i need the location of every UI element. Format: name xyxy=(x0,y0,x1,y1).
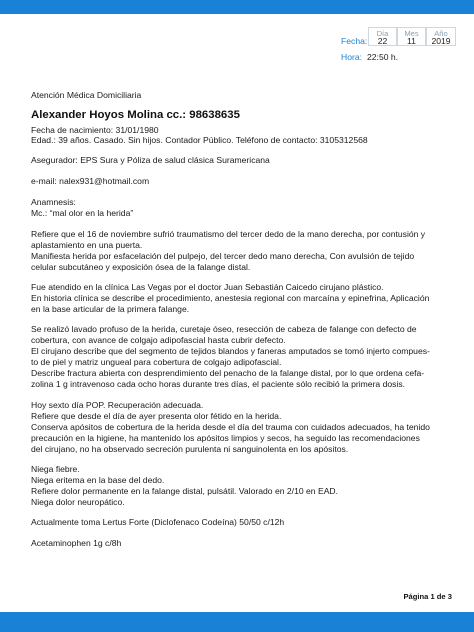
text-line: zolina 1 g intravenoso cada ocho horas durante tres días, el paciente sólo recibió la primera dosis. xyxy=(31,379,406,389)
text-line: En historia clínica se describe el procedimiento, anestesia regional con marcaína y epinefrina, Aplicación xyxy=(31,293,430,303)
page-number: Página 1 de 3 xyxy=(403,592,452,601)
text-line: aplastamiento en una puerta. xyxy=(31,240,143,250)
text-line: Anamnesis: xyxy=(31,197,76,207)
year-box xyxy=(426,27,456,46)
day-header: Día xyxy=(376,29,389,38)
text-line: celular subcutáneo y exposición ósea de la falange distal. xyxy=(31,262,251,272)
text-line: to de piel y matriz ungueal para cobertura de colgajo adipofascial. xyxy=(31,357,282,367)
text-line: cobertura, con avance de colgajo adipofascial hasta cubrir defecto. xyxy=(31,335,286,345)
text-line: Refiere dolor permanente en la falange distal, pulsátil. Valorado en 2/10 en EAD. xyxy=(31,486,339,496)
text-line: Refiere que el 16 de noviembre sufrió traumatismo del tercer dedo de la mano derecha, por contusión y xyxy=(31,229,426,239)
text-line: Niega dolor neuropático. xyxy=(31,497,125,507)
text-line: Actualmente toma Lertus Forte (Diclofenaco Codeína) 50/50 c/12h xyxy=(31,517,285,527)
month-value: 11 xyxy=(407,36,416,46)
text-line: Niega fiebre. xyxy=(31,464,80,474)
day-box xyxy=(368,27,397,46)
year-value: 2019 xyxy=(431,36,451,46)
fecha-label: Fecha: xyxy=(341,36,368,46)
text-line: El cirujano describe que del segmento de tejidos blandos y faneras amputados se tomó injerto compues- xyxy=(31,346,430,356)
text-line: Acetaminophen 1g c/8h xyxy=(31,538,122,548)
text-line: e-mail: nalex931@hotmail.com xyxy=(31,176,150,186)
year-header: Año xyxy=(434,29,448,38)
top-accent-bar xyxy=(0,0,474,14)
bottom-accent-bar xyxy=(0,612,474,632)
text-line: Edad.: 39 años. Casado. Sin hijos. Contador Público. Teléfono de contacto: 3105312568 xyxy=(31,135,368,145)
month-box xyxy=(397,27,426,46)
month-header: Mes xyxy=(404,29,419,38)
text-line: Describe fractura abierta con desprendimiento del penacho de la falange distal, por lo que ordena cefa- xyxy=(31,368,425,378)
patient-name: Alexander Hoyos Molina cc.: 98638635 xyxy=(31,109,240,121)
text-line: Asegurador: EPS Sura y Póliza de salud clásica Suramericana xyxy=(31,155,270,165)
text-line: en la base articular de la primera falange. xyxy=(31,304,190,314)
service-title: Atención Médica Domiciliaria xyxy=(31,90,142,100)
text-line: Refiere que desde el día de ayer presenta olor fétido en la herida. xyxy=(31,411,282,421)
text-line: Mc.: “mal olor en la herida” xyxy=(31,208,134,218)
text-line: Hoy sexto día POP. Recuperación adecuada. xyxy=(31,400,204,410)
text-line: del cirujano, no ha observado secreción purulenta ni sanguinolenta en los apósitos. xyxy=(31,444,349,454)
text-line: Conserva apósitos de cobertura de la herida desde el día del trauma con cuidados adecuados, ha tenido xyxy=(31,422,430,432)
text-line: Fecha de nacimiento: 31/01/1980 xyxy=(31,125,159,135)
day-value: 22 xyxy=(377,36,388,46)
text-line: Fue atendido en la clínica Las Vegas por el doctor Juan Sebastián Caicedo cirujano plástico. xyxy=(31,282,384,292)
text-line: Manifiesta herida por esfacelación del pulpejo, del tercer dedo mano derecha, Con avulsión de tejido xyxy=(31,251,415,261)
hora-label: Hora: xyxy=(341,52,363,62)
hora-value: 22:50 h. xyxy=(367,52,399,62)
text-line: Niega eritema en la base del dedo. xyxy=(31,475,165,485)
text-line: precaución en la higiene, ha mantenido los apósitos limpios y secos, ha seguido las recomendaciones xyxy=(31,433,420,443)
text-line: Se realizó lavado profuso de la herida, curetaje óseo, resección de cabeza de falange con defecto de xyxy=(31,324,417,334)
